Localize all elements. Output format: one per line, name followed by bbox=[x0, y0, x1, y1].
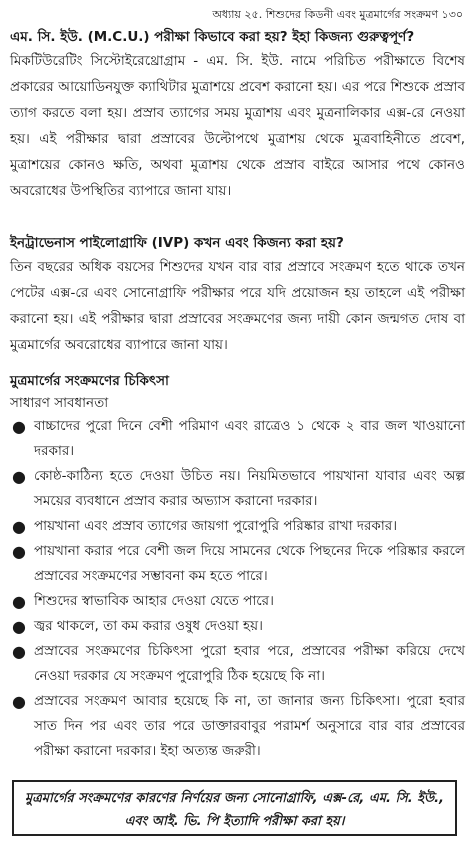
bullet-icon: ● bbox=[12, 592, 26, 611]
list-item bbox=[10, 639, 465, 689]
precautions-list bbox=[10, 414, 465, 764]
paragraph-ivp: তিন বছরের অধিক বয়সের শিশুদের যখন বার বার প্রস্রাবে সংক্রমণ হতে থাকে তখন পেটের এক্স-রে এবং সোনোগ্রাফি পরীক্ষার পরে যদি প্রয়োজন হয় তাহলে এই পরীক্ষা করানো হয়। এই পরীক্ষার দ্বারা প্রস্রাবের সংক্রমণের জন্য দায়ী কোন জন্মগত দোষ বা মুত্রমার্গের অবরোধের ব্যাপারে জানা যায়। bbox=[10, 259, 465, 353]
list-item-text: প্রস্রাবের সংক্রমণ আবার হয়েছে কি না, তা জানার জন্য চিকিৎসা। পুরো হবার সাত দিন পর এবং তার পরে ডাক্তারবাবুর পরামর্শ অনুসারে বার বার প্রস্রাবের পরীক্ষা করানো দরকার। ইহা অত্যন্ত জরুরী। bbox=[34, 693, 465, 759]
section-heading-treatment: মুত্রমার্গের সংক্রমণের চিকিৎসা bbox=[10, 373, 169, 389]
section-ivp bbox=[10, 232, 465, 358]
bullet-icon: ● bbox=[12, 517, 26, 536]
list-item bbox=[10, 689, 465, 764]
bullet-icon: ● bbox=[12, 692, 26, 711]
bullet-icon: ● bbox=[12, 542, 26, 561]
section-heading-mcu: এম. সি. ইউ. (M.C.U.) পরীক্ষা কিভাবে করা হয়? ইহা কিজন্য গুরুত্বপূর্ণ? bbox=[10, 29, 415, 45]
list-item-text: পায়খানা এবং প্রস্রাব ত্যাগের জায়গা পুরোপুরি পরিষ্কার রাখা দরকার। bbox=[34, 518, 398, 534]
subheading-general-precautions: সাধারণ সাবধানতা bbox=[10, 395, 109, 411]
paragraph-mcu: মিকটিউরেটিং সিস্টোইরেথ্রোগ্রাম - এম. সি. ইউ. নামে পরিচিত পরীক্ষাতে বিশেষ প্রকারের আয়োডিনযুক্ত ক্যাথিটার মুত্রাশয়ে প্রবেশ করানো হয়। এর পরে শিশুকে প্রস্রাব ত্যাগ করতে বলা হয়। প্রস্রাব ত্যাগের সময় মুত্রাশয় এবং মুত্রনালিকার এক্স-রে নেওয়া হয়। এই পরীক্ষার দ্বারা প্রস্রাবের উল্টোপথে মুত্রাশয় থেকে মুত্রবাহিনীতে প্রবেশ, মুত্রাশয়ের কোনও ক্ষতি, অথবা মুত্রাশয় থেকে প্রস্রাব বাইরে আসার পথে কোনও অবরোধের উপস্থিতির ব্যাপারে জানা যায়। bbox=[10, 53, 465, 199]
list-item-text: প্রস্রাবের সংক্রমণের চিকিৎসা পুরো হবার পরে, প্রস্রাবের পরীক্ষা করিয়ে দেখে নেওয়া দরকার যে সংক্রমণ পুরোপুরি ঠিক হয়েছে কি না। bbox=[34, 643, 465, 684]
summary-note-box: মুত্রমার্গের সংক্রমণের কারণের নির্ণয়ের জন্য সোনোগ্রাফি, এক্স-রে, এম. সি. ইউ., এবং আই. ভি. পি ইত্যাদি পরীক্ষা করা হয়। bbox=[12, 780, 457, 836]
bullet-icon: ● bbox=[12, 417, 26, 436]
list-item-text: বাচ্চাদের পুরো দিনে বেশী পরিমাণ এবং রাত্রেও ১ থেকে ২ বার জল খাওয়ানো দরকার। bbox=[34, 418, 465, 459]
list-item bbox=[10, 539, 465, 589]
list-item-text: কোষ্ঠ-কাঠিন্য হতে দেওয়া উচিত নয়। নিয়মিতভাবে পায়খানা যাবার এবং অল্প সময়ের ব্যবধানে প্রস্রাব করার অভ্যাস করানো দরকার। bbox=[34, 468, 465, 509]
section-mcu bbox=[10, 26, 465, 204]
bullet-icon: ● bbox=[12, 642, 26, 661]
bullet-icon: ● bbox=[12, 467, 26, 486]
bullet-icon: ● bbox=[12, 617, 26, 636]
section-treatment bbox=[10, 370, 465, 764]
list-item bbox=[10, 514, 465, 539]
list-item bbox=[10, 464, 465, 514]
list-item bbox=[10, 414, 465, 464]
list-item bbox=[10, 589, 465, 614]
section-heading-ivp: ইনট্রাভেনাস পাইলোগ্রাফি (IVP) কখন এবং কিজন্য করা হয়? bbox=[10, 235, 344, 251]
running-head: অধ্যায় ২৫. শিশুদের কিডনী এবং মুত্রমার্গের সংক্রমণ ১৩০ bbox=[212, 8, 463, 21]
list-item bbox=[10, 614, 465, 639]
list-item-text: জ্বর থাকলে, তা কম করার ওষুধ দেওয়া হয়। bbox=[34, 618, 263, 634]
list-item-text: পায়খানা করার পরে বেশী জল দিয়ে সামনের থেকে পিছনের দিকে পরিষ্কার করলে প্রস্রাবের সংক্রমণের সম্ভাবনা কম হতে পারে। bbox=[34, 543, 465, 584]
list-item-text: শিশুদের স্বাভাবিক আহার দেওয়া যেতে পারে। bbox=[34, 593, 274, 609]
